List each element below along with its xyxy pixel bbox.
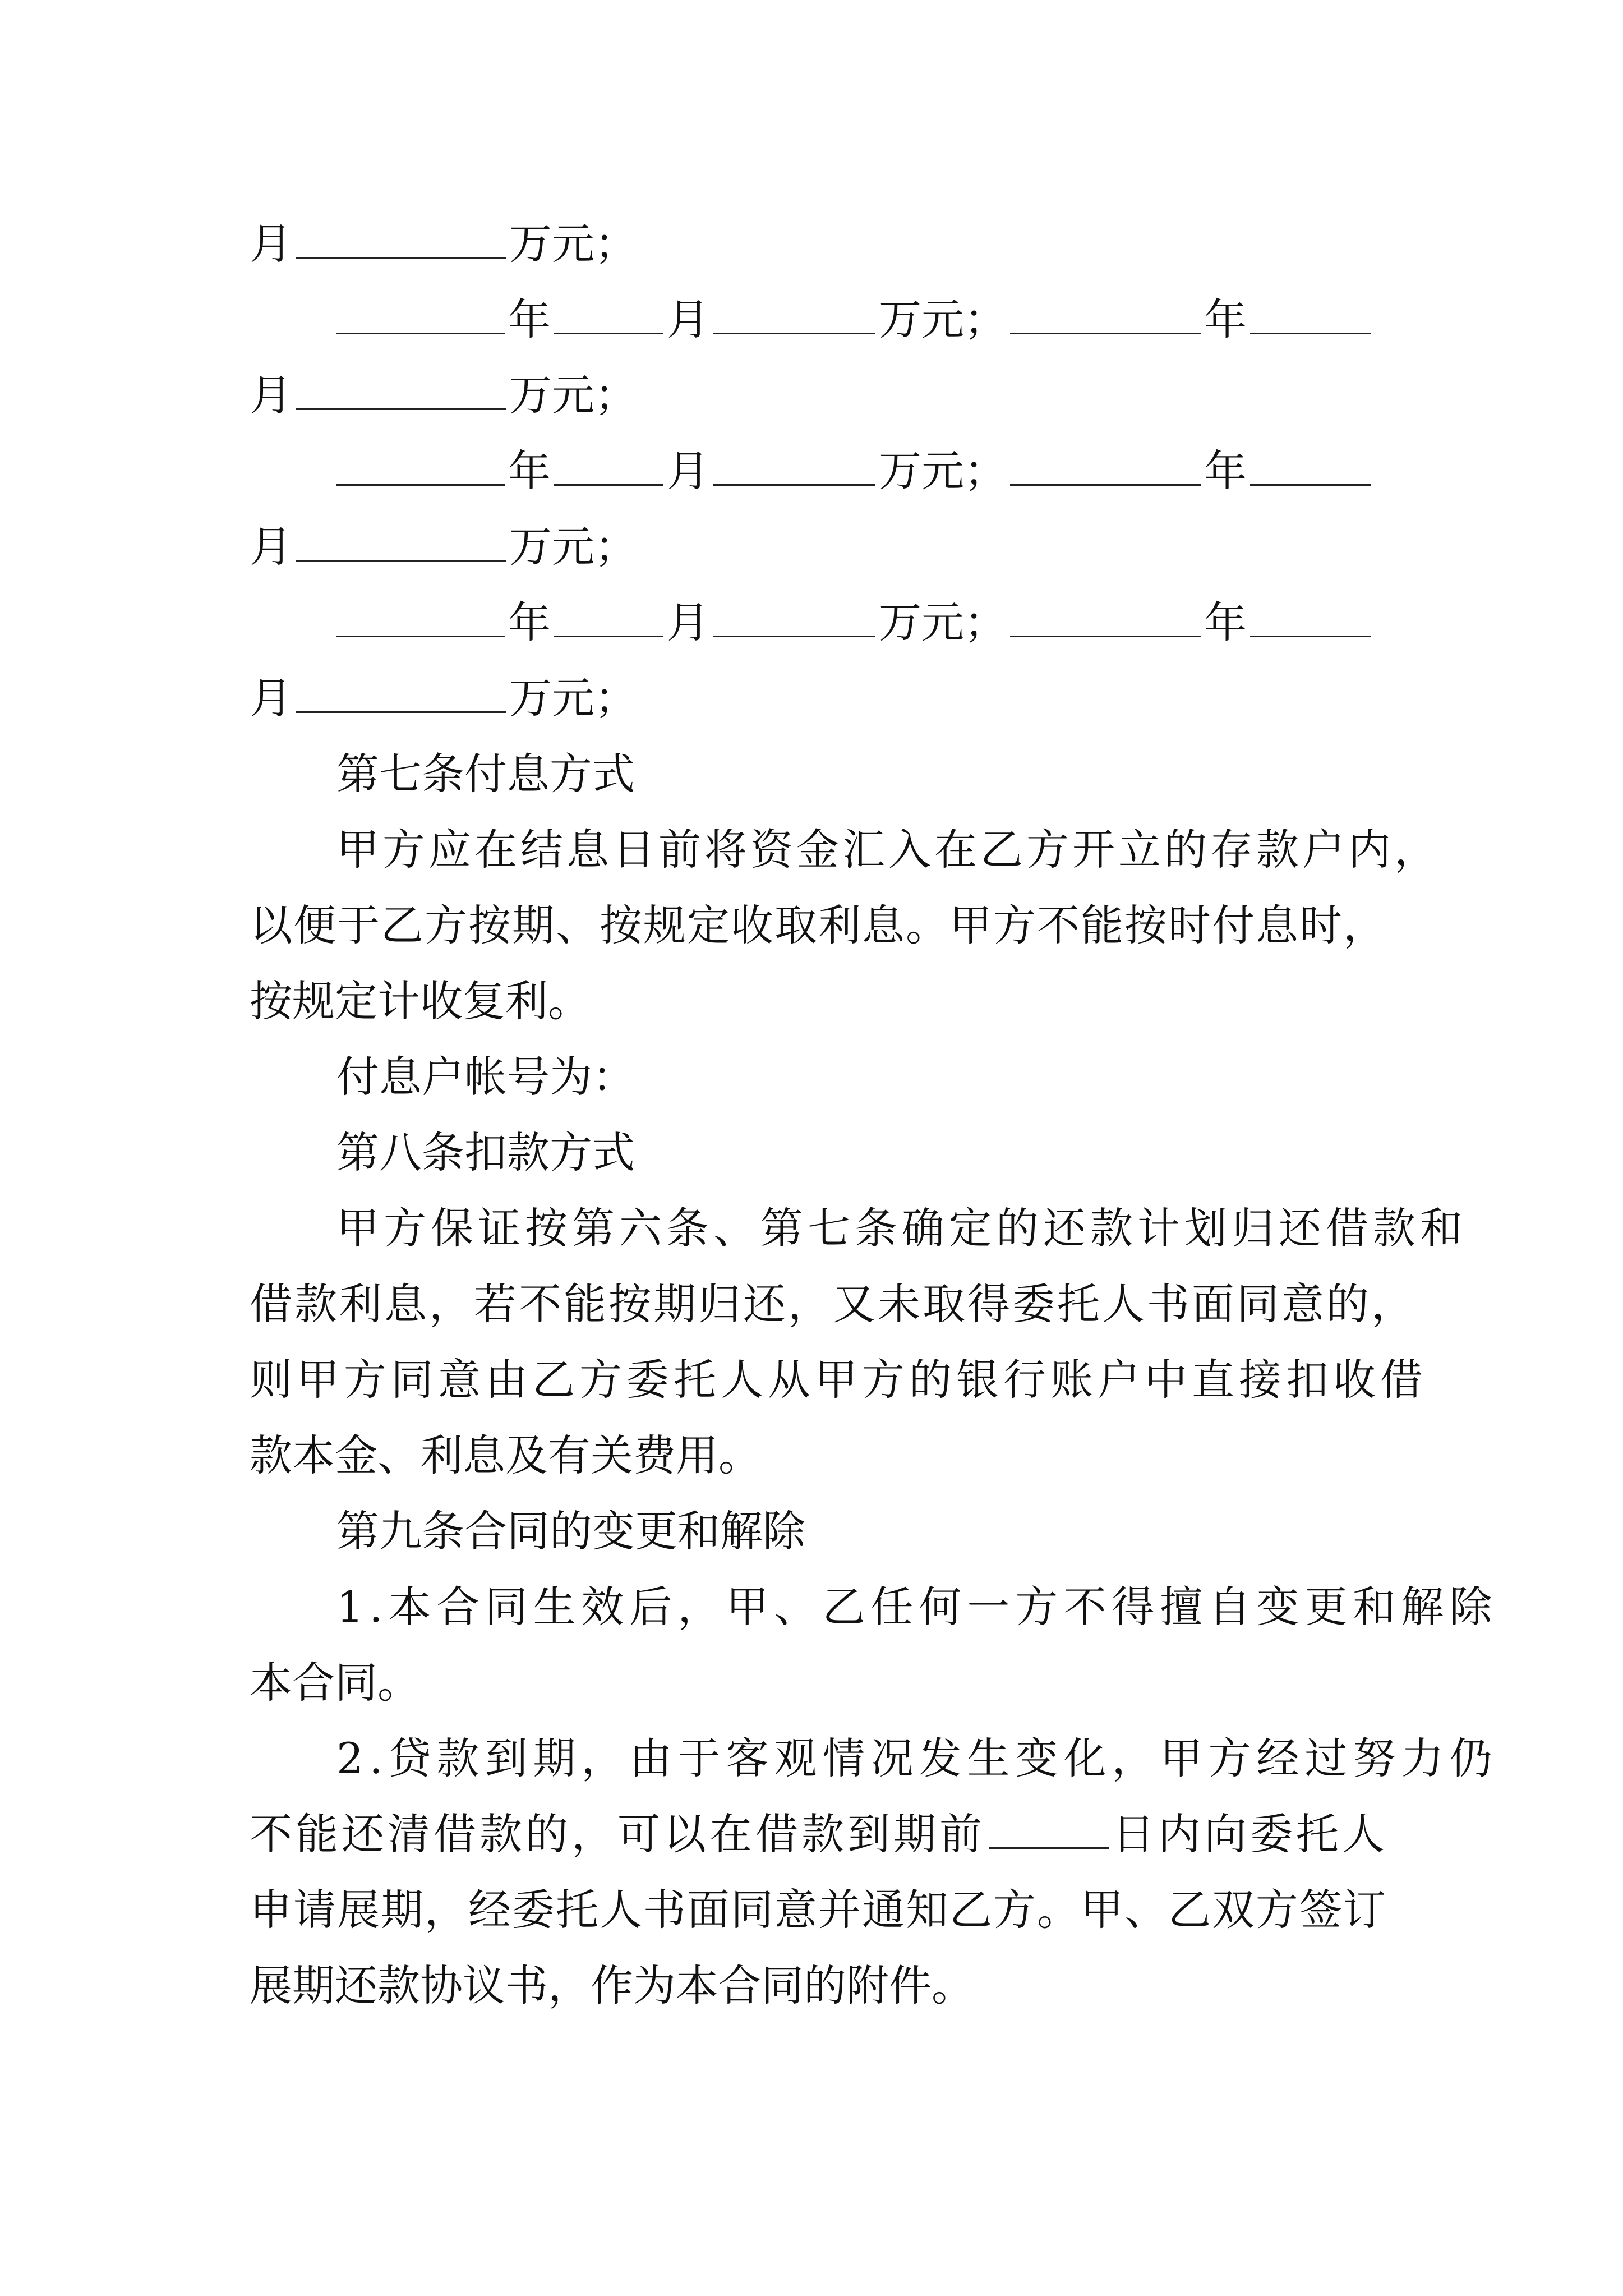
month-label: 月 xyxy=(667,597,709,647)
year-label: 年 xyxy=(1204,446,1247,496)
year-blank[interactable] xyxy=(336,298,505,334)
year-label: 年 xyxy=(508,295,551,344)
year-blank[interactable] xyxy=(336,449,505,486)
article9-item1-line: 本合同。 xyxy=(250,1658,420,1708)
article8-paragraph-line: 款本金、利息及有关费用。 xyxy=(250,1430,761,1480)
year-label: 年 xyxy=(1204,295,1247,344)
unit-label: 万元； xyxy=(879,295,1007,344)
article7-paragraph-line: 甲方应在结息日前将资金汇入在乙方开立的存款户内， xyxy=(336,825,1440,875)
article7-title: 第七条付息方式 xyxy=(336,749,635,799)
article9-item2-text: 不能还清借款的，可以在借款到期前 xyxy=(250,1809,985,1859)
month-label: 月 xyxy=(667,446,709,496)
month-blank[interactable] xyxy=(1250,601,1371,637)
article9-title: 第九条合同的变更和解除 xyxy=(336,1506,805,1556)
month-label: 月 xyxy=(667,295,709,344)
amount-blank[interactable] xyxy=(713,601,875,637)
amount-blank[interactable] xyxy=(296,677,506,713)
month-label: 月 xyxy=(250,522,292,572)
year-label: 年 xyxy=(508,597,551,647)
year-label: 年 xyxy=(1204,597,1247,647)
year-blank[interactable] xyxy=(1010,298,1201,334)
unit-label: 万元； xyxy=(509,522,637,572)
article8-title: 第八条扣款方式 xyxy=(336,1128,635,1177)
year-blank[interactable] xyxy=(1010,601,1201,637)
schedule-line-4b xyxy=(250,670,1388,726)
article9-item2-line xyxy=(250,1806,1388,1862)
month-label: 月 xyxy=(250,673,292,723)
amount-blank[interactable] xyxy=(296,374,506,410)
schedule-line-2b xyxy=(250,367,1388,424)
month-blank[interactable] xyxy=(554,298,663,334)
unit-label: 万元； xyxy=(509,219,637,269)
article8-paragraph-line: 则甲方同意由乙方委托人从甲方的银行账户中直接扣收借 xyxy=(250,1355,1427,1405)
unit-label: 万元； xyxy=(879,446,1007,496)
schedule-line-3b xyxy=(250,519,1388,575)
schedule-line-1b xyxy=(250,216,1388,272)
days-blank[interactable] xyxy=(989,1812,1109,1849)
amount-blank[interactable] xyxy=(713,298,875,334)
amount-blank[interactable] xyxy=(296,525,506,562)
schedule-line-2a xyxy=(336,292,1475,348)
article8-paragraph-line: 甲方保证按第六条、第七条确定的还款计划归还借款和 xyxy=(336,1203,1467,1253)
year-label: 年 xyxy=(508,446,551,496)
article9-item1-line: 1.本合同生效后，甲、乙任何一方不得擅自变更和解除 xyxy=(336,1582,1498,1632)
month-blank[interactable] xyxy=(1250,298,1371,334)
month-blank[interactable] xyxy=(554,601,663,637)
article9-item2-text: 日内向委托人 xyxy=(1112,1809,1388,1859)
unit-label: 万元； xyxy=(509,673,637,723)
schedule-line-4a xyxy=(336,595,1475,651)
amount-blank[interactable] xyxy=(296,222,506,259)
month-blank[interactable] xyxy=(1250,449,1371,486)
year-blank[interactable] xyxy=(336,601,505,637)
amount-blank[interactable] xyxy=(713,449,875,486)
year-blank[interactable] xyxy=(1010,449,1201,486)
article9-item2-line: 申请展期，经委托人书面同意并通知乙方。甲、乙双方签订 xyxy=(250,1885,1387,1935)
article7-paragraph-line: 以便于乙方按期、按规定收取利息。甲方不能按时付息时， xyxy=(250,900,1387,950)
article7-paragraph-line: 按规定计收复利。 xyxy=(250,976,591,1026)
schedule-line-3a xyxy=(336,443,1475,499)
month-blank[interactable] xyxy=(554,449,663,486)
article7-account-label: 付息户帐号为： xyxy=(336,1052,635,1102)
article8-paragraph-line: 借款利息，若不能按期归还，又未取得委托人书面同意的， xyxy=(250,1279,1416,1329)
month-label: 月 xyxy=(250,219,292,269)
article9-item2-line: 展期还款协议书，作为本合同的附件。 xyxy=(250,1961,974,2010)
month-label: 月 xyxy=(250,370,292,420)
unit-label: 万元； xyxy=(509,370,637,420)
article9-item2-line: 2.贷款到期，由于客观情况发生变化，甲方经过努力仍 xyxy=(336,1733,1498,1783)
unit-label: 万元； xyxy=(879,597,1007,647)
